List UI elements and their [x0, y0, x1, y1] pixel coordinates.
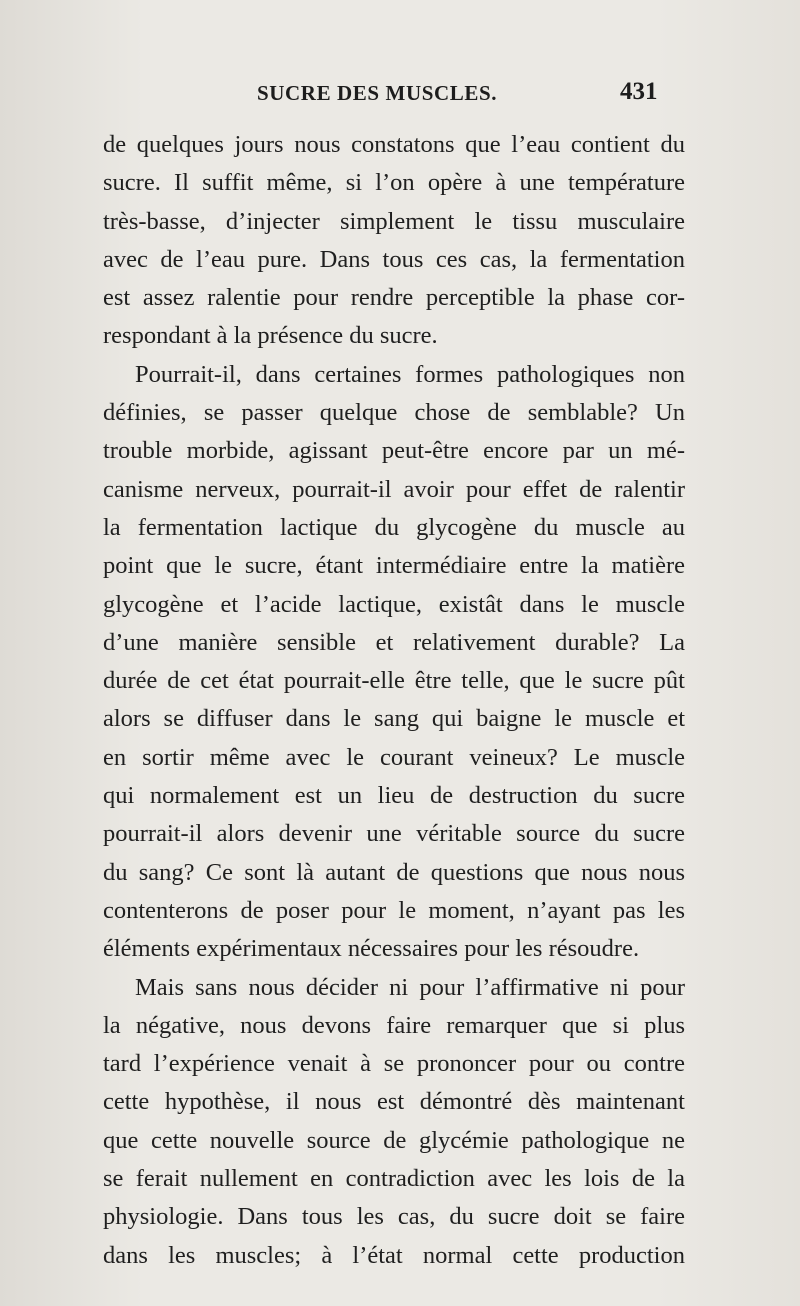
text-line: que cette nouvelle source de glycémie pathologique ne — [103, 1126, 685, 1154]
text-line: cette hypothèse, il nous est démontré dès maintenant — [103, 1088, 685, 1116]
text-line: alors se diffuser dans le sang qui baigne le muscle et — [103, 705, 685, 733]
text-line: durée de cet état pourrait-elle être telle, que le sucre pût — [103, 667, 685, 695]
text-line: éléments expérimentaux nécessaires pour les résoudre. — [103, 935, 640, 963]
text-line: la négative, nous devons faire remarquer que si plus — [103, 1011, 685, 1039]
text-line: définies, se passer quelque chose de semblable? Un — [103, 399, 685, 427]
text-line: qui normalement est un lieu de destruction du sucre — [103, 782, 685, 810]
running-head: SUCRE DES MUSCLES. — [257, 81, 498, 105]
text-line: avec de l’eau pure. Dans tous ces cas, la fermentation — [103, 245, 685, 273]
text-line: tard l’expérience venait à se prononcer pour ou contre — [103, 1050, 685, 1078]
text-line: très-basse, d’injecter simplement le tissu musculaire — [103, 207, 685, 235]
body-text — [103, 126, 685, 1275]
text-line: est assez ralentie pour rendre perceptible la phase cor- — [103, 284, 685, 312]
text-line: se ferait nullement en contradiction avec les lois de la — [103, 1165, 685, 1193]
text-line: canisme nerveux, pourrait-il avoir pour effet de ralentir — [103, 475, 685, 503]
text-line: Mais sans nous décider ni pour l’affirmative ni pour — [135, 973, 685, 1001]
page-number: 431 — [620, 78, 658, 105]
text-line: dans les muscles; à l’état normal cette production — [103, 1241, 685, 1269]
text-line: physiologie. Dans tous les cas, du sucre doit se faire — [103, 1203, 685, 1231]
text-line: sucre. Il suffit même, si l’on opère à une température — [103, 169, 685, 197]
text-line: de quelques jours nous constatons que l’eau contient du — [103, 131, 685, 158]
text-line: d’une manière sensible et relativement durable? La — [103, 628, 685, 656]
text-line: la fermentation lactique du glycogène du muscle au — [103, 513, 685, 541]
text-line: glycogène et l’acide lactique, existât dans le muscle — [103, 590, 685, 618]
text-line: pourrait-il alors devenir une véritable source du sucre — [103, 820, 685, 848]
text-line: point que le sucre, étant intermédiaire entre la matière — [103, 552, 685, 580]
page-header — [0, 78, 800, 114]
paragraph-3 — [103, 969, 685, 1275]
paragraph-1 — [103, 126, 685, 356]
text-line: contenterons de poser pour le moment, n’ayant pas les — [103, 896, 685, 924]
paragraph-2 — [103, 356, 685, 969]
text-line: respondant à la présence du sucre. — [103, 322, 438, 350]
text-line: Pourrait-il, dans certaines formes pathologiques non — [135, 360, 685, 388]
text-line: trouble morbide, agissant peut-être encore par un mé- — [103, 437, 685, 465]
text-line: en sortir même avec le courant veineux? Le muscle — [103, 743, 685, 771]
text-line: du sang? Ce sont là autant de questions que nous nous — [103, 858, 685, 886]
